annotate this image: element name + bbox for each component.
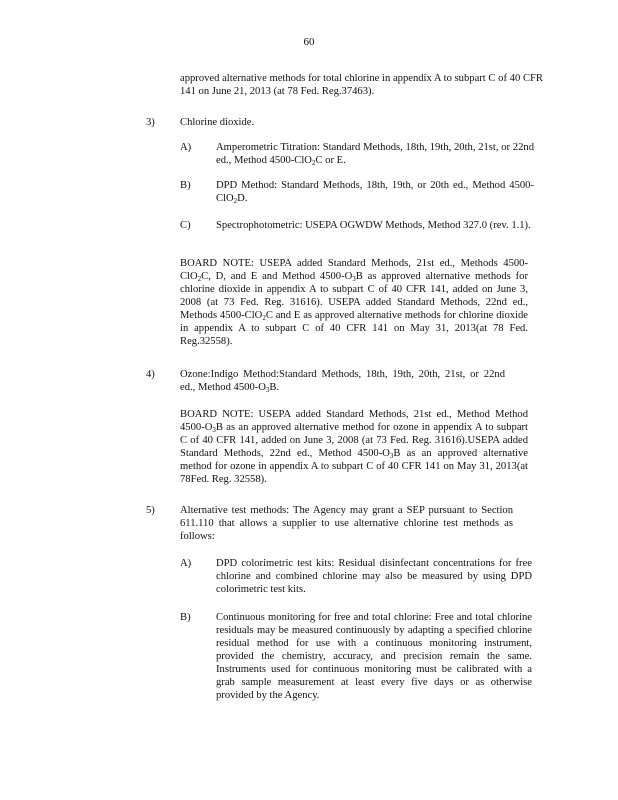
item3-board-note: BOARD NOTE: USEPA added Standard Methods, 21st ed., Methods 4500-ClO$_2$C, D, and E and Method $4500-O_3B$ as approved alternative methods for chlorine dioxide in appendix A to subpart C of 40 CFR 141, added on June 3, 2008 (at 73 Fed. Reg. 31616). USEPA added Standard Methods, 22nd ed., Methods 4500-ClO$_2$C and E as approved alternative methods for chlorine dioxide in appendix A to subpart C of 40 CFR 141 on May 31, 2013(at 78 Fed. Reg.32558). <box>180 258 528 347</box>
item5-number: 5) <box>146 505 155 516</box>
item4-board-note: BOARD NOTE: USEPA added Standard Methods, 21st ed., Method Method $4500-O_3B$ as an approved alternative method for ozone in appendix A to subpart C of 40 CFR 141, added on June 3, 2008 (at 73 Fed. Reg. 31616).USEPA added Standard Methods, 22nd ed., Method $4500-O_3B$ as an approved alternative method for ozone in appendix A to subpart C of 40 CFR 141 on May 31, 2013(at 78Fed. Reg. 32558). <box>180 409 528 485</box>
top-paragraph: approved alternative methods for total chlorine in appendix A to subpart C of 40 CFR 141 on June 21, 2013 (at 78 Fed. Reg.37463). <box>180 73 543 97</box>
item3-a-label: A) <box>180 142 192 153</box>
item4-text: Ozone:Indigo Method:Standard Methods, 18th, 19th, 20th, 21st, or 22nd ed., Method $4500-O_3B$. <box>180 369 505 394</box>
item3-b-text: DPD Method: Standard Methods, 18th, 19th, or 20th ed., Method 4500-ClO$_2$D. <box>216 180 534 205</box>
item5-a-text: DPD colorimetric test kits: Residual disinfectant concentrations for free chlorine and combined chlorine may also be measured by using DPD colorimetric test kits. <box>216 558 532 595</box>
item3-c-text: Spectrophotometric: USEPA OGWDW Methods, Method 327.0 (rev. 1.1). <box>216 220 531 231</box>
item3-a-text: Amperometric Titration: Standard Methods, 18th, 19th, 20th, 21st, or 22nd ed., Method 4500-ClO$_2$C or E. <box>216 142 534 167</box>
item5-text: Alternative test methods: The Agency may grant a SEP pursuant to Section 611.110 that allows a supplier to use alternative chlorine test methods as follows: <box>180 505 513 542</box>
item3-title: Chlorine dioxide. <box>180 117 255 128</box>
item3-b-label: B) <box>180 180 191 191</box>
item3-number: 3) <box>146 117 155 128</box>
item5-a-label: A) <box>180 558 192 569</box>
item5-b-text: Continuous monitoring for free and total chlorine: Free and total chlorine residuals may be measured continuously by adapting a specified chlorine residual method for use with a continuous monitoring instrument, provided the chemistry, accuracy, and precision remain the same. Instruments used for continuous monitoring must be calibrated with a grab sample measurement at least every five days or as otherwise provided by the Agency. <box>216 612 532 701</box>
page-number: 60 <box>303 36 315 48</box>
item4-number: 4) <box>146 369 155 380</box>
item5-b-label: B) <box>180 612 191 623</box>
item3-c-label: C) <box>180 220 191 231</box>
